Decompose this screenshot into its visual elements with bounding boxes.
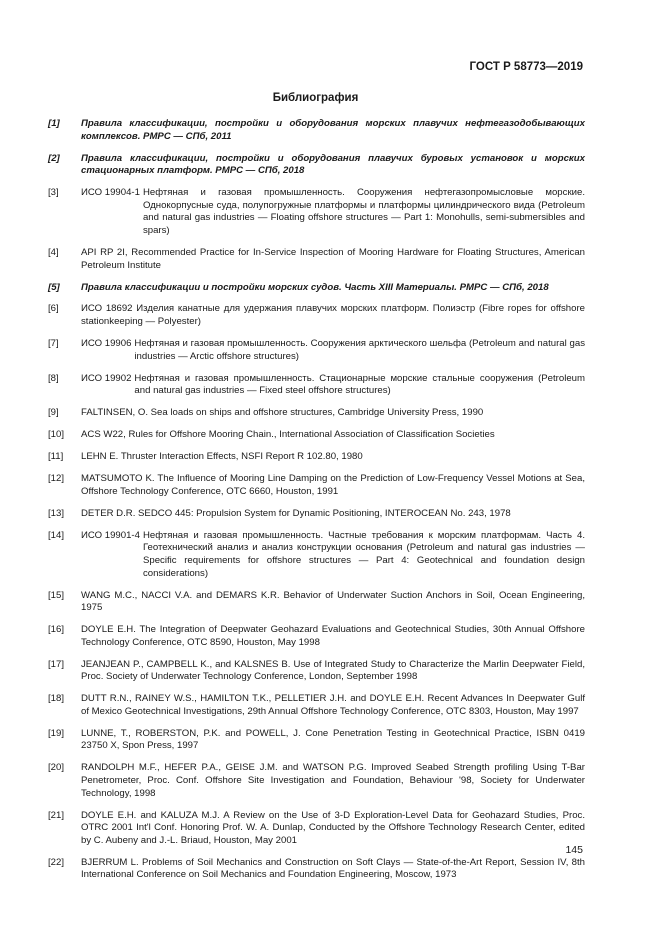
reference-number: [4] bbox=[48, 246, 59, 258]
reference-item bbox=[48, 187, 585, 237]
reference-text: DOYLE E.H. The Integration of Deepwater Geohazard Evaluations and Geotechnical Studies, 30th Annual Offshore Technology Conference, OTC 8590, Houston, May 1998 bbox=[81, 624, 585, 648]
reference-code: ИСО 19901-4 bbox=[81, 529, 140, 541]
reference-text: ИСО 18692 Изделия канатные для удержания плавучих морских платформ. Полиэстр (Fibre ropes for offshore stationkeeping — Polyester) bbox=[81, 303, 585, 328]
reference-number: [9] bbox=[48, 407, 59, 419]
reference-item bbox=[48, 530, 585, 580]
reference-text bbox=[81, 187, 585, 237]
reference-text: DUTT R.N., RAINEY W.S., HAMILTON T.K., PELLETIER J.H. and DOYLE E.H. Recent Advances In Deepwater Gulf of Mexico Geotechnical Investigations, 29th Annual Offshore Technology Conference, OTC 8303, Houston, May 1997 bbox=[81, 693, 585, 717]
reference-text: API RP 2I, Recommended Practice for In-Service Inspection of Mooring Hardware for Floating Structures, American Petroleum Institute bbox=[81, 246, 585, 271]
reference-number: [11] bbox=[48, 451, 64, 463]
reference-list bbox=[48, 118, 585, 891]
reference-number: [2] bbox=[48, 152, 60, 164]
reference-title: Нефтяная и газовая промышленность. Сооружения арктического шельфа (Petroleum and natural gas industries — Arctic offshore structures) bbox=[134, 338, 585, 362]
reference-number: [22] bbox=[48, 856, 65, 868]
reference-code: ИСО 19906 bbox=[81, 338, 132, 350]
reference-item bbox=[48, 590, 585, 615]
reference-text: FALTINSEN, O. Sea loads on ships and offshore structures, Cambridge University Press, 1990 bbox=[81, 407, 484, 419]
reference-item bbox=[48, 451, 585, 464]
reference-text: Правила классификации и постройки морских судов. Часть XIII Материалы. РМРС — СПб, 2018 bbox=[81, 281, 549, 293]
reference-number: [10] bbox=[48, 429, 65, 441]
reference-item bbox=[48, 282, 585, 295]
reference-text: MATSUMOTO K. The Influence of Mooring Line Damping on the Prediction of Low-Frequency Vessel Motions at Sea, Offshore Technology Conference, OTC 6660, Houston, 1991 bbox=[81, 473, 585, 497]
reference-text bbox=[81, 530, 585, 580]
reference-number: [12] bbox=[48, 473, 65, 485]
reference-text: BJERRUM L. Problems of Soil Mechanics and Construction on Soft Clays — State-of-the-Art Report, Session IV, 8th International Conference on Soil Mechanics and Foundation Engineering, Moscow, 1973 bbox=[81, 856, 585, 881]
reference-item bbox=[48, 473, 585, 498]
reference-text: Правила классификации, постройки и оборудования морских плавучих нефтегазодобывающих комплексов. РМРС — СПб, 2011 bbox=[81, 118, 585, 142]
reference-item bbox=[48, 247, 585, 272]
reference-text: LEHN E. Thruster Interaction Effects, NSFI Report R 102.80, 1980 bbox=[81, 451, 363, 463]
reference-text: DOYLE E.H. and KALUZA M.J. A Review on the Use of 3-D Exploration-Level Data for Geohazard Studies, Proc. OTRC 2001 Int'l Conf. Honoring Prof. W. A. Dunlap, Conducted by the Offshore Technology Research Center, edited by C. Aubeny and J.-L. Briaud, Houston, May 2001 bbox=[81, 809, 585, 846]
reference-title: Нефтяная и газовая промышленность. Сооружения нефтегазопромысловые морские. Однокорпусные суда, полупогружные платформы и платформы цилиндрического вида (Petroleum and natural gas industries — Floating offshore structures — Part 1: Monohulls, semi-submersibles and spars) bbox=[142, 187, 585, 236]
reference-number: [8] bbox=[48, 372, 59, 384]
reference-number: [17] bbox=[48, 658, 65, 670]
reference-number: [15] bbox=[48, 589, 65, 601]
reference-title: Нефтяная и газовая промышленность. Стационарные морские стальные сооружения (Petroleum and natural gas industries — Fixed steel offshore structures) bbox=[134, 372, 585, 397]
reference-item bbox=[48, 338, 585, 363]
reference-item bbox=[48, 303, 585, 328]
reference-number: [7] bbox=[48, 338, 59, 350]
reference-text: LUNNE, T., ROBERSTON, P.K. and POWELL, J. Cone Penetration Testing in Geotechnical Practice, ISBN 0419 23750 X, Spon Press, 1997 bbox=[81, 727, 585, 752]
reference-item bbox=[48, 373, 585, 398]
reference-item bbox=[48, 508, 585, 521]
reference-number: [6] bbox=[48, 303, 59, 315]
reference-number: [20] bbox=[48, 762, 65, 774]
reference-item bbox=[48, 429, 585, 442]
reference-item bbox=[48, 659, 585, 684]
reference-number: [1] bbox=[48, 118, 60, 129]
reference-text: RANDOLPH M.F., HEFER P.A., GEISE J.M. and WATSON P.G. Improved Seabed Strength profiling Using T-Bar Penetrometer, Proc. Conf. Offshore Site Investigation and Foundation, Behaviour '98, Society for Underwater Technology, 1998 bbox=[81, 762, 585, 799]
reference-text bbox=[81, 373, 585, 398]
reference-number: [14] bbox=[48, 529, 65, 541]
reference-number: [18] bbox=[48, 693, 65, 705]
reference-code: ИСО 19904-1 bbox=[81, 187, 140, 199]
reference-item bbox=[48, 624, 585, 649]
reference-item bbox=[48, 762, 585, 800]
reference-text: DETER D.R. SEDCO 445: Propulsion System for Dynamic Positioning, INTEROCEAN No. 243, 1978 bbox=[81, 507, 511, 519]
reference-text: ACS W22, Rules for Offshore Mooring Chain., International Association of Classification Societies bbox=[81, 429, 495, 441]
page-number: 145 bbox=[565, 844, 583, 856]
reference-number: [3] bbox=[48, 187, 59, 199]
reference-item bbox=[48, 153, 585, 178]
reference-number: [19] bbox=[48, 727, 65, 739]
reference-text bbox=[81, 338, 585, 363]
reference-item bbox=[48, 810, 585, 848]
reference-title: Нефтяная и газовая промышленность. Частные требования к морским платформам. Часть 4. Геотехнический анализ и анализ конструкции основания (Petroleum and natural gas industries — Specific requirements for offshore structures — Part 4: Geotechnical and foundation design considerations) bbox=[142, 529, 585, 579]
reference-item bbox=[48, 857, 585, 882]
reference-item bbox=[48, 693, 585, 718]
reference-number: [21] bbox=[48, 809, 65, 821]
bibliography-title: Библиография bbox=[272, 92, 359, 104]
reference-item bbox=[48, 407, 585, 420]
reference-number: [5] bbox=[48, 281, 60, 293]
reference-number: [16] bbox=[48, 624, 65, 636]
standard-designation: ГОСТ Р 58773—2019 bbox=[469, 61, 583, 73]
reference-text: JEANJEAN P., CAMPBELL K., and KALSNES B. Use of Integrated Study to Characterize the Marlin Deepwater Field, Proc. Society of Underwater Technology Conference, London, September 1998 bbox=[81, 658, 585, 683]
reference-code: ИСО 19902 bbox=[81, 372, 132, 384]
reference-item bbox=[48, 118, 585, 143]
reference-number: [13] bbox=[48, 507, 65, 519]
reference-text: Правила классификации, постройки и оборудования плавучих буровых установок и морских стационарных платформ. РМРС — СПб, 2018 bbox=[81, 152, 585, 177]
reference-item bbox=[48, 728, 585, 753]
reference-text: WANG M.C., NACCI V.A. and DEMARS K.R. Behavior of Underwater Suction Anchors in Soil, Ocean Engineering, 1975 bbox=[81, 589, 585, 614]
